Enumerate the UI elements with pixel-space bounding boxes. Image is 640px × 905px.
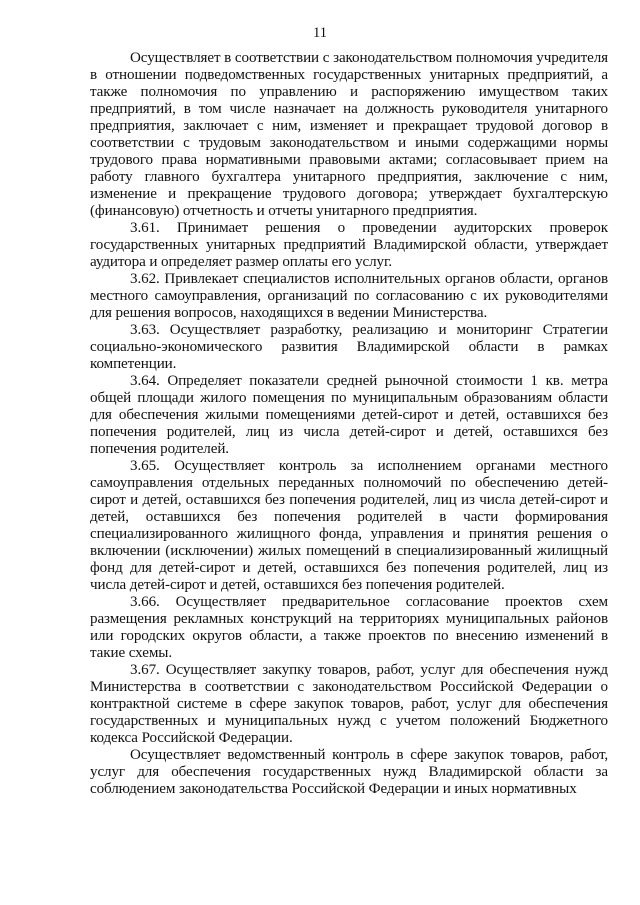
paragraph-3-67: 3.67. Осуществляет закупку товаров, работ, услуг для обеспечения нужд Министерства в соответствии с законодательством Российской Федерации о контрактной системе в сфере закупок товаров, работ, услуг для обеспечения государственных и муниципальных нужд с учетом положений Бюджетного кодекса Российской Федерации. <box>90 662 608 746</box>
paragraph-3-62: 3.62. Привлекает специалистов исполнительных органов области, органов местного самоуправления, организаций по согласованию с их руководителями для решения вопросов, находящихся в ведении Министерства. <box>90 271 608 321</box>
document-body <box>90 50 608 798</box>
paragraph-unitary-enterprises: Осуществляет в соответствии с законодательством полномочия учредителя в отношении подведомственных государственных унитарных предприятий, а также полномочия по управлению и распоряжению имуществом таких предприятий, в том числе назначает на должность руководителя унитарного предприятия, заключает с ним, изменяет и прекращает трудовой договор в соответствии с трудовым законодательством и иными содержащими нормы трудового права нормативными правовыми актами; согласовывает прием на работу главного бухгалтера унитарного предприятия, заключение с ним, изменение и прекращение трудового договора; утверждает бухгалтерскую (финансовую) отчетность и отчеты унитарного предприятия. <box>90 50 608 219</box>
paragraph-3-64: 3.64. Определяет показатели средней рыночной стоимости 1 кв. метра общей площади жилого помещения по муниципальным образованиям области для обеспечения жилыми помещениями детей-сирот и детей, оставшихся без попечения родителей, лиц из числа детей-сирот и детей, оставшихся без попечения родителей. <box>90 373 608 457</box>
paragraph-departmental-control: Осуществляет ведомственный контроль в сфере закупок товаров, работ, услуг для обеспечения государственных нужд Владимирской области за соблюдением законодательства Российской Федерации и иных нормативных <box>90 747 608 797</box>
page-number: 11 <box>313 25 327 41</box>
paragraph-3-66: 3.66. Осуществляет предварительное согласование проектов схем размещения рекламных конструкций на территориях муниципальных районов или городских округов области, а также проектов по внесению изменений в такие схемы. <box>90 594 608 661</box>
paragraph-3-61: 3.61. Принимает решения о проведении аудиторских проверок государственных унитарных предприятий Владимирской области, утверждает аудитора и определяет размер оплаты его услуг. <box>90 220 608 270</box>
paragraph-3-63: 3.63. Осуществляет разработку, реализацию и мониторинг Стратегии социально-экономического развития Владимирской области в рамках компетенции. <box>90 322 608 372</box>
paragraph-3-65: 3.65. Осуществляет контроль за исполнением органами местного самоуправления отдельных переданных полномочий по обеспечению детей-сирот и детей, оставшихся без попечения родителей, лиц из числа детей-сирот и детей, оставшихся без попечения родителей в части формирования специализированного жилищного фонда, управления и принятия решения о включении (исключении) жилых помещений в специализированный жилищный фонд для детей-сирот и детей, оставшихся без попечения родителей, лиц из числа детей-сирот и детей, оставшихся без попечения родителей. <box>90 458 608 593</box>
